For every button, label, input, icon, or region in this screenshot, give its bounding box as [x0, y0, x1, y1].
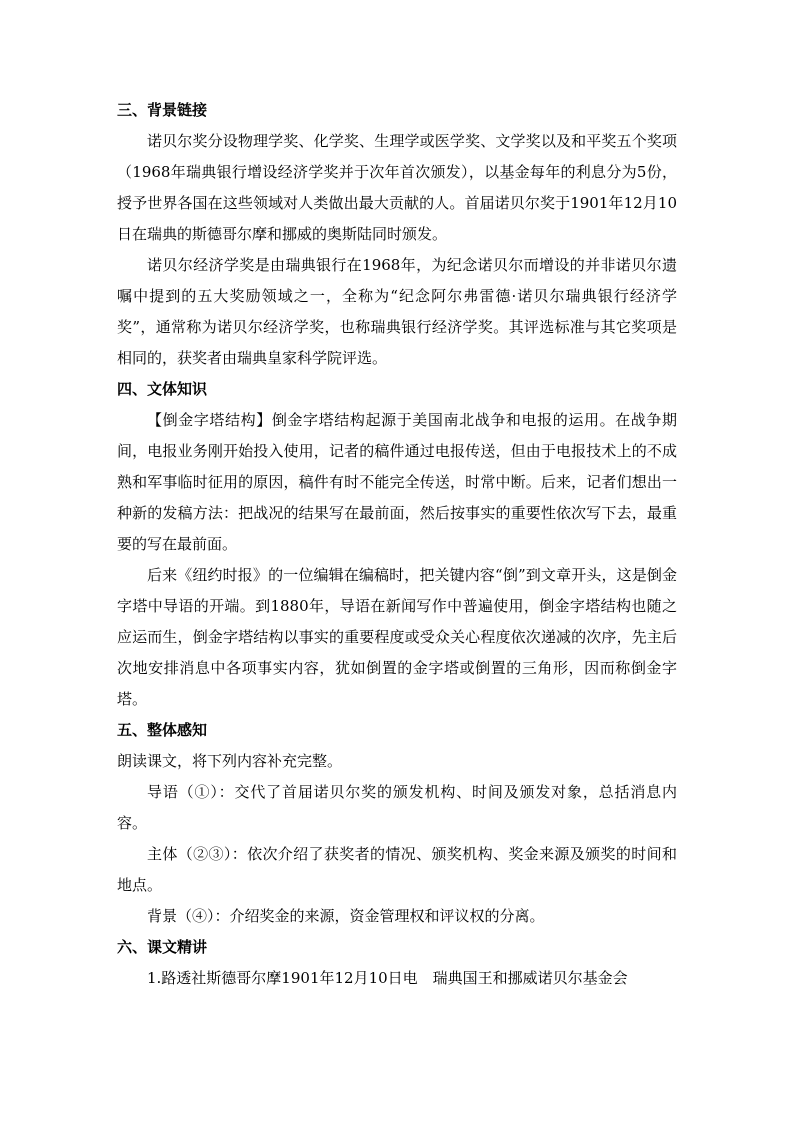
section-heading: 六、课文精讲: [117, 938, 208, 956]
paragraph: 背景（④）：介绍奖金的来源，资金管理权和评议权的分离。: [147, 907, 545, 925]
section-heading: 三、背景链接: [117, 101, 208, 119]
document-body: [117, 95, 677, 994]
paragraph: 【倒金字塔结构】倒金字塔结构起源于美国南北战争和电报的运用。在战争期间，电报业务刚开始投入使用，记者的稿件通过电报传送，但由于电报技术上的不成熟和军事临时征用的原因，稿件有时不能完全传送，时常中断。后来，记者们想出一种新的发稿方法：把战况的结果写在最前面，然后按事实的重要性依次写下去，最重要的写在最前面。: [117, 411, 677, 553]
paragraph: 后来《纽约时报》的一位编辑在编稿时，把关键内容“倒”到文章开头，这是倒金字塔中导语的开端。到1880年，导语在新闻写作中普遍使用，倒金字塔结构也随之应运而生，倒金字塔结构以事实的重要程度或受众关心程度依次递减的次序，先主后次地安排消息中各项事实内容，犹如倒置的金字塔或倒置的三角形，因而称倒金字塔。: [117, 566, 677, 708]
paragraph: 主体（②③）：依次介绍了获奖者的情况、颁奖机构、奖金来源及颁奖的时间和地点。: [117, 845, 677, 894]
paragraph: 导语（①）：交代了首届诺贝尔奖的颁发机构、时间及颁发对象，总括消息内容。: [117, 783, 677, 832]
section-genre-knowledge: [117, 374, 677, 715]
section-heading: 五、整体感知: [117, 721, 208, 739]
paragraph: 诺贝尔奖分设物理学奖、化学奖、生理学或医学奖、文学奖以及和平奖五个奖项（1968年瑞典银行增设经济学奖并于次年首次颁发），以基金每年的利息分为5份，授予世界各国在这些领域对人类做出最大贡献的人。首届诺贝尔奖于1901年12月10日在瑞典的斯德哥尔摩和挪威的奥斯陆同时颁发。: [117, 132, 677, 243]
section-background: [117, 95, 677, 374]
section-overall-perception: [117, 715, 677, 932]
section-heading: 四、文体知识: [117, 380, 208, 398]
paragraph: 诺贝尔经济学奖是由瑞典银行在1968年，为纪念诺贝尔而增设的并非诺贝尔遗嘱中提到的五大奖励领域之一，全称为“纪念阿尔弗雷德·诺贝尔瑞典银行经济学奖”，通常称为诺贝尔经济学奖，也称瑞典银行经济学奖。其评选标准与其它奖项是相同的，获奖者由瑞典皇家科学院评选。: [117, 256, 677, 367]
paragraph: 朗读课文，将下列内容补充完整。: [117, 752, 343, 770]
paragraph: 1.路透社斯德哥尔摩1901年12月10日电 瑞典国王和挪威诺贝尔基金会: [147, 969, 628, 987]
section-text-explanation: [117, 932, 677, 994]
